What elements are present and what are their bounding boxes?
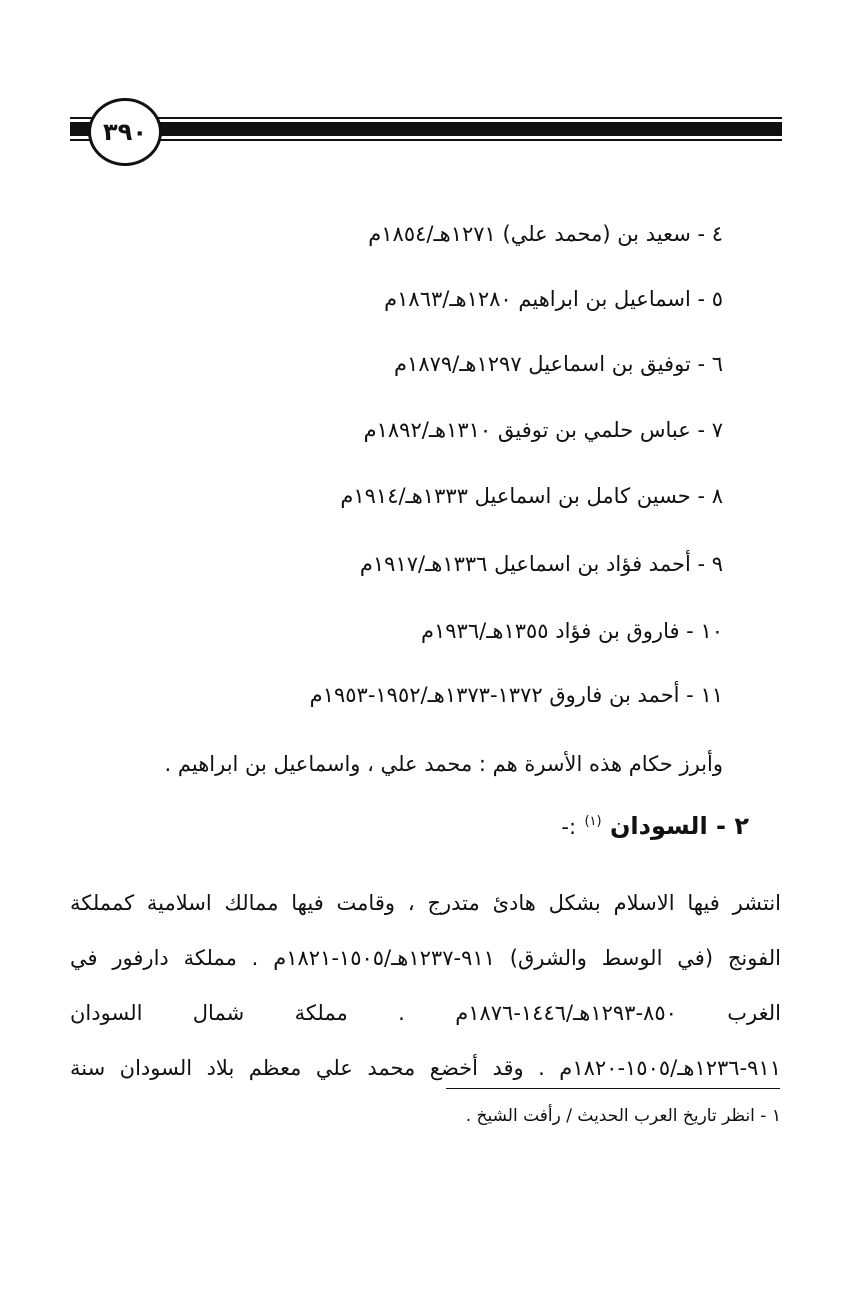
header-rule-thick — [70, 122, 782, 136]
ruler-list-item: ٨ - حسين كامل بن اسماعيل ١٣٣٣هـ/١٩١٤م — [340, 484, 723, 508]
section-title: ٢ - السودان — [609, 812, 749, 840]
header-rule-top — [70, 117, 782, 119]
paragraph-line: الفونج (في الوسط والشرق) ٩١١-١٢٣٧هـ/١٥٠٥-١٨٢١م . مملكة دارفور في — [70, 946, 781, 970]
paragraph-line: ٩١١-١٢٣٦هـ/١٥٠٥-١٨٢٠م . وقد أخضع محمد علي معظم بلاد السودان سنة — [70, 1056, 781, 1080]
ruler-list-item: ٤ - سعيد بن (محمد علي) ١٢٧١هـ/١٨٥٤م — [368, 222, 723, 246]
ruler-list-item: ١١ - أحمد بن فاروق ١٣٧٢-١٣٧٣هـ/١٩٥٢-١٩٥٣م — [309, 683, 723, 707]
header-rule-bottom — [70, 139, 782, 141]
footnote-divider — [446, 1088, 780, 1089]
ruler-list-item: ١٠ - فاروق بن فؤاد ١٣٥٥هـ/١٩٣٦م — [420, 619, 723, 643]
ruler-list-item: ٦ - توفيق بن اسماعيل ١٢٩٧هـ/١٨٧٩م — [394, 352, 723, 376]
page-number: ٣٩٠ — [103, 118, 147, 146]
ruler-list-item: ٥ - اسماعيل بن ابراهيم ١٢٨٠هـ/١٨٦٣م — [384, 287, 723, 311]
footnote-text: ١ - انظر تاريخ العرب الحديث / رأفت الشيخ . — [465, 1106, 781, 1126]
ruler-list-item: ٧ - عباس حلمي بن توفيق ١٣١٠هـ/١٨٩٢م — [363, 418, 723, 442]
summary-text: وأبرز حكام هذه الأسرة هم : محمد علي ، واسماعيل بن ابراهيم . — [164, 752, 723, 776]
paragraph-line: الغرب ٨٥٠-١٢٩٣هـ/١٤٤٦-١٨٧٦م . مملكة شمال السودان — [70, 1001, 781, 1025]
section-heading — [561, 812, 749, 840]
page-number-badge — [88, 98, 162, 166]
footnote-reference: (١) — [584, 814, 602, 829]
body-paragraph — [70, 876, 781, 1096]
ruler-list-item: ٩ - أحمد فؤاد بن اسماعيل ١٣٣٦هـ/١٩١٧م — [359, 552, 723, 576]
paragraph-line: انتشر فيها الاسلام بشكل هادئ متدرج ، وقامت فيها ممالك اسلامية كمملكة — [70, 891, 781, 915]
heading-colon: :- — [561, 815, 577, 839]
